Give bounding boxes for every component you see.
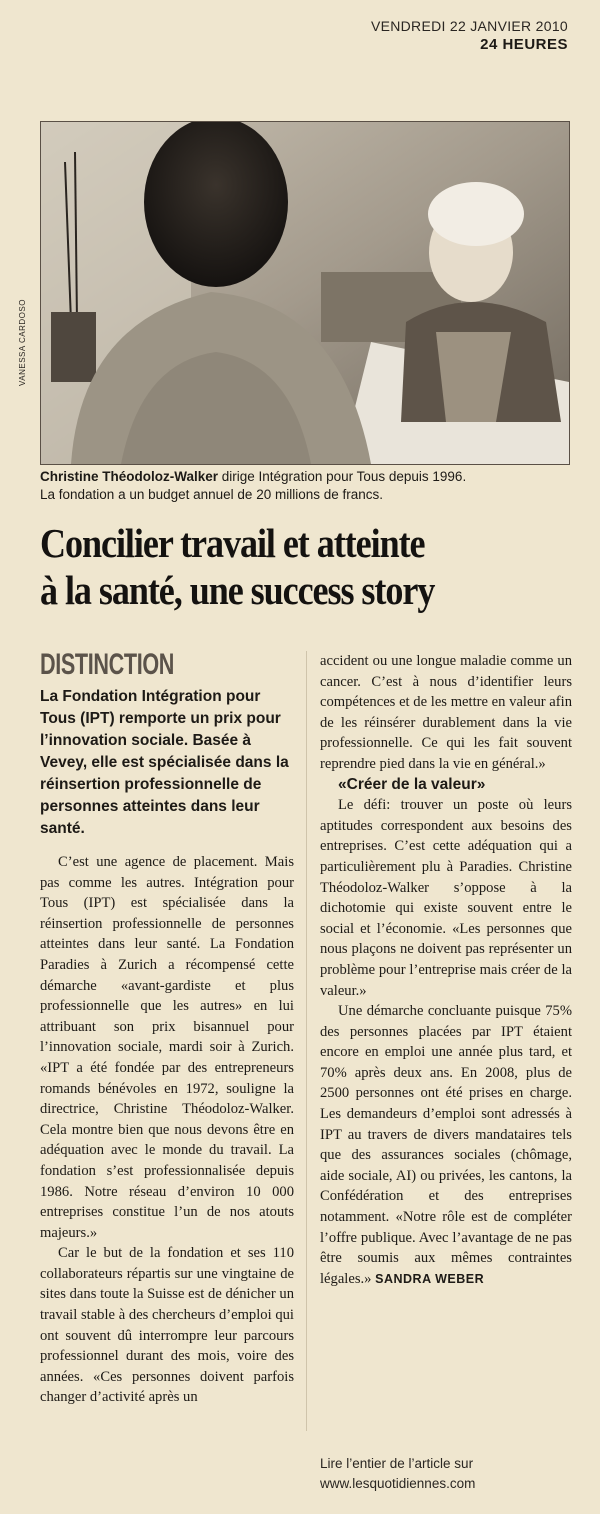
caption-text-2: La fondation a un budget annuel de 20 millions de francs. — [40, 487, 383, 502]
photo-credit: VANESSA CARDOSO — [18, 299, 27, 386]
issue-date: VENDREDI 22 JANVIER 2010 — [370, 18, 568, 34]
subheading: «Créer de la valeur» — [338, 775, 486, 793]
article-photo — [40, 121, 570, 465]
masthead — [371, 18, 568, 53]
body-column-right — [320, 651, 572, 1289]
kicker: DISTINCTION — [40, 648, 175, 681]
newspaper-name: 24 HEURES — [480, 36, 568, 53]
footer-note — [320, 1454, 580, 1494]
body-paragraph: Car le but de la fondation et ses 110 collaborateurs répartis sur une vingtaine de sites dans toute la Suisse est de dénicher un travail stable à des chercheurs d’emploi qui ont souvent dû interrompre leur parcours professionnel durant des mois, voire des années. «Ces personnes doivent parfois changer d’activité après un — [40, 1245, 294, 1406]
footer-line-1: Lire l’entier de l’article sur — [320, 1456, 474, 1471]
body-paragraph — [320, 1001, 572, 1289]
headline-line-1: Concilier travail et atteinte — [40, 520, 425, 566]
body-paragraph: accident ou une longue maladie comme un cancer. C’est à nous d’identifier leurs compétences et de les mettre en valeur afin de les réinsérer durablement dans la vie professionnelle. Ce qui les fait souvent reprendre pied dans la vie en général.» — [320, 653, 572, 772]
body-column-left — [40, 852, 294, 1408]
body-paragraph-text: Une démarche concluante puisque 75% des personnes placées par IPT étaient encore en emploi une année plus tard, et 70% après deux ans. En 2008, plus de 2500 personnes ont été prises en charge. Les demandeurs d’emploi sont adressés à IPT au travers de divers mandataires tels que des assurances sociales (chômage, aide sociale, AI) ou privées, les cantons, la Confédération et des entreprises notamment. «Notre rôle est de compléter l’offre publique. Avec l’avantage de ne pas être soumis aux mêmes contraintes légales.» — [320, 1003, 572, 1287]
photo-illustration — [41, 122, 569, 464]
footer-link[interactable]: www.lesquotidiennes.com — [320, 1476, 476, 1491]
headline — [40, 520, 515, 614]
body-paragraph: C’est une agence de placement. Mais pas comme les autres. Intégration pour Tous (IPT) est spécialisée dans la réinsertion professionnelle de personnes atteintes dans leur santé. La Fondation Paradies à Zurich a récompensé cette démarche «avant-gardiste et plus professionnelle que les autres» en lui attribuant son prix bisannuel pour l’innovation sociale, mardi soir à Zurich. «IPT a été fondée par des entrepreneurs romands bénévoles en 1972, souligne la directrice, Christine Théodoloz-Walker. Cela montre bien que nous devons être en adéquation avec le monde du travail. La fondation s’est professionnalisée depuis 1986. Notre réseau d’environ 10 000 entreprises constitue l’un de nos atouts majeurs.» — [40, 854, 294, 1241]
body-paragraph: Le défi: trouver un poste où leurs aptitudes correspondent aux besoins des entreprises. C’est cette adéquation qui a particulièrement plu à Paradies. Christine Théodoloz-Walker s’oppose à la dichotomie qui existe souvent entre le social et l’économie. «Les personnes que nous plaçons ne doivent pas représenter un problème pour l’entreprise mais créer de la valeur.» — [320, 797, 572, 999]
photo-caption — [40, 468, 575, 504]
lead-paragraph: La Fondation Intégration pour Tous (IPT) remporte un prix pour l’innovation sociale. Basée à Vevey, elle est spécialisée dans la réinsertion professionnelle de personnes atteintes dans leur santé. — [40, 688, 289, 837]
headline-line-2: à la santé, une success story — [40, 567, 435, 613]
caption-name: Christine Théodoloz-Walker — [40, 469, 219, 484]
caption-text-1: dirige Intégration pour Tous depuis 1996. — [218, 469, 467, 484]
author-byline: SANDRA WEBER — [375, 1271, 485, 1286]
column-divider — [306, 651, 307, 1431]
